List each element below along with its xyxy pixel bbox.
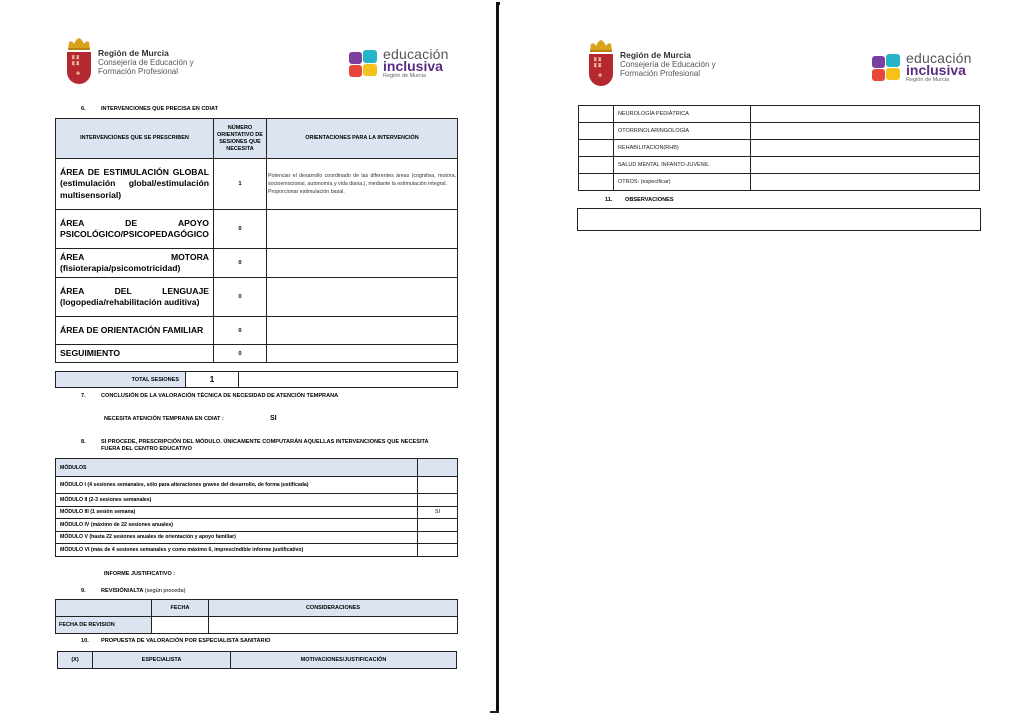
module-mark[interactable]: SI (418, 506, 458, 519)
specialist-name: NEUROLOGÍA PEDIÁTRICA (614, 106, 751, 123)
page-divider-foot (490, 711, 499, 713)
edu-logo-line1: educación (906, 50, 972, 66)
table-row (56, 544, 458, 557)
section-7-heading (81, 393, 338, 400)
intervention-area: SEGUIMIENTO (56, 345, 214, 363)
section-11-heading (605, 197, 674, 204)
cdiat-need-answer[interactable]: SI (270, 415, 277, 422)
module-mark[interactable] (418, 477, 458, 494)
region-murcia-logo (588, 40, 716, 88)
edu-logo-line3: Región de Murcia (906, 77, 950, 83)
informe-justificativo-label: INFORME JUSTIFICATIVO : (104, 571, 176, 577)
region-name: Región de Murcia (620, 49, 691, 60)
specialist-reason[interactable] (751, 140, 980, 157)
module-label: MÓDULO V (hasta 22 sesiones anuales de orientación y apoyo familiar) (56, 531, 418, 544)
table-row (56, 506, 458, 519)
session-count[interactable]: 0 (213, 345, 266, 363)
intervention-area: ÁREA DE ESTIMULACIÓN GLOBAL (estimulación global/estimulación multisensorial) (56, 159, 214, 210)
intervention-area: ÁREA DE ORIENTACIÓN FAMILIAR (56, 317, 214, 345)
table-row (56, 278, 458, 317)
col-header-motivaciones: MOTIVACIONES/JUSTIFICACIÓN (231, 652, 457, 669)
module-label: MÓDULO I (4 sesiones semanales, sólo para alteraciones graves del desarrollo, de forma justificada) (56, 477, 418, 494)
col-header-fecha: FECHA (152, 600, 209, 617)
orientation-cell[interactable] (266, 249, 457, 278)
total-sessions-value: 1 (186, 372, 239, 388)
specialist-mark[interactable] (579, 123, 614, 140)
modules-header-mark (418, 459, 458, 477)
table-row (579, 157, 980, 174)
edu-logo-line2: inclusiva (383, 58, 443, 74)
specialist-reason[interactable] (751, 174, 980, 191)
col-header-especialista: ESPECIALISTA (93, 652, 231, 669)
intervention-area: ÁREA MOTORA (fisioterapia/psicomotricidad) (56, 249, 214, 278)
table-row (579, 140, 980, 157)
edu-logo-line3: Región de Murcia (383, 73, 427, 79)
formacion-line: Formación Profesional (620, 68, 701, 78)
table-row (56, 519, 458, 532)
table-row (56, 477, 458, 494)
module-mark[interactable] (418, 494, 458, 507)
module-label: MÓDULO VI (más de 4 sesiones semanales y como máximo 6, imprescindible informe justificativo) (56, 544, 418, 557)
orientation-cell[interactable] (266, 317, 457, 345)
specialist-mark[interactable] (579, 106, 614, 123)
modules-table (55, 458, 458, 557)
section-title: OBSERVACIONES (625, 197, 674, 203)
revision-header-blank (56, 600, 152, 617)
section-subtitle: (según proceda) (144, 588, 186, 594)
specialist-reason[interactable] (751, 106, 980, 123)
region-murcia-logo (66, 38, 194, 86)
revision-date-label: FECHA DE REVISION (56, 617, 152, 634)
educacion-inclusiva-logo (349, 48, 449, 80)
table-row (56, 249, 458, 278)
module-mark[interactable] (418, 544, 458, 557)
observations-field[interactable] (578, 209, 981, 231)
observations-table (577, 208, 981, 231)
section-9-heading (81, 588, 185, 595)
coat-of-arms-icon: ♜♜ ♜♜ ✚ (588, 40, 614, 88)
module-label: MÓDULO III (1 sesión semana) (56, 506, 418, 519)
orientation-cell[interactable] (266, 210, 457, 249)
consejeria-line: Consejería de Educación y (98, 57, 194, 67)
session-count[interactable]: 0 (213, 317, 266, 345)
specialist-name: SALUD MENTAL INFANTO-JUVENIL (614, 157, 751, 174)
cdiat-need-label: NECESITA ATENCIÓN TEMPRANA EN CDIAT : (104, 416, 224, 422)
session-count[interactable]: 1 (213, 159, 266, 210)
formacion-line: Formación Profesional (98, 66, 179, 76)
col-header-consideraciones: CONSIDERACIONES (209, 600, 458, 617)
section-number: 6. (81, 106, 86, 112)
revision-date-field[interactable] (152, 617, 209, 634)
section-title: CONCLUSIÓN DE LA VALORACIÓN TÉCNICA DE NECESIDAD DE ATENCIÓN TEMPRANA (101, 393, 339, 399)
section-title: REVISIÓN/ALTA (101, 588, 144, 594)
orientation-cell[interactable] (266, 159, 457, 210)
document-page-left (0, 0, 497, 714)
specialist-mark[interactable] (579, 174, 614, 191)
specialist-mark[interactable] (579, 157, 614, 174)
section-10-heading (81, 638, 270, 645)
orientation-text: Potenciar el desarrollo coordinado de las diferentes áreas (cognitiva, motora, socioemocional, autonomía y vida diaria,), mediante la estimulación integral. (267, 173, 456, 187)
intervention-area: ÁREA DE APOYO PSICOLÓGICO/PSICOPEDAGÓGICO (56, 210, 214, 249)
section-number: 11. (605, 197, 613, 203)
table-row (56, 345, 458, 363)
total-sessions-notes (239, 372, 458, 388)
section-6-heading (81, 106, 218, 113)
module-label: MÓDULO IV (máximo de 22 sesiones anuales) (56, 519, 418, 532)
session-count[interactable]: 0 (213, 249, 266, 278)
coat-of-arms-icon: ♜♜ ♜♜ ✚ (66, 38, 92, 86)
table-row (579, 123, 980, 140)
puzzle-icon (349, 50, 379, 78)
specialist-mark[interactable] (579, 140, 614, 157)
specialist-name: REHABILITACION(RHB) (614, 140, 751, 157)
module-mark[interactable] (418, 531, 458, 544)
table-row (56, 210, 458, 249)
revision-table (55, 599, 458, 634)
col-header-orientations: ORIENTACIONES PARA LA INTERVENCIÓN (266, 119, 457, 159)
section-title: INTERVENCIONES QUE PRECISA EN CDIAT (101, 106, 219, 112)
col-header-interventions: INTERVENCIONES QUE SE PRESCRIBEN (56, 119, 214, 159)
table-row (579, 106, 980, 123)
session-count[interactable]: 0 (213, 278, 266, 317)
specialist-table-header (57, 651, 457, 669)
table-row (56, 617, 458, 634)
intervention-area: ÁREA DEL LENGUAJE (logopedia/rehabilitación auditiva) (56, 278, 214, 317)
col-header-mark: (X) (58, 652, 93, 669)
section-8-heading (81, 439, 429, 453)
section-number: 8. (81, 439, 86, 445)
section-number: 7. (81, 393, 86, 399)
table-row (56, 317, 458, 345)
module-label: MÓDULO II (2-3 sesiones semanales) (56, 494, 418, 507)
edu-logo-line1: educación (383, 46, 449, 62)
consejeria-line: Consejería de Educación y (620, 59, 716, 69)
module-mark[interactable] (418, 519, 458, 532)
specialist-name: OTORRINOLARINGOLOGÍA (614, 123, 751, 140)
section-title-line2: FUERA DEL CENTRO EDUCATIVO (101, 446, 192, 452)
section-title: PROPUESTA DE VALORACIÓN POR ESPECIALISTA SANITARIO (101, 638, 271, 644)
table-row (579, 174, 980, 191)
orientation-cell[interactable] (266, 278, 457, 317)
cdiat-need-question (104, 415, 277, 422)
col-header-sessions: NÚMERO ORIENTATIVO DE SESIONES QUE NECESITA (213, 119, 266, 159)
puzzle-icon (872, 54, 902, 82)
modules-header: MÓDULOS (56, 459, 418, 477)
edu-logo-line2: inclusiva (906, 62, 966, 78)
educacion-inclusiva-logo (872, 52, 972, 84)
section-number: 9. (81, 588, 86, 594)
specialist-reason[interactable] (751, 157, 980, 174)
page-divider (496, 2, 499, 712)
interventions-table (55, 118, 458, 363)
orientation-cell[interactable] (266, 345, 457, 363)
session-count[interactable]: 0 (213, 210, 266, 249)
total-sessions-label: TOTAL SESIONES (56, 372, 186, 388)
revision-considerations-field[interactable] (209, 617, 458, 634)
specialist-table (578, 105, 980, 191)
table-row (56, 531, 458, 544)
section-number: 10. (81, 638, 89, 644)
section-title: SI PROCEDE, PRESCRIPCIÓN DEL MÓDULO. ÚNICAMENTE COMPUTARÁN AQUELLAS INTERVENCIONES QUE NECESITA (101, 439, 429, 445)
table-row (56, 159, 458, 210)
table-row (56, 494, 458, 507)
orientation-text: Proporcionar estimulación basal. (267, 189, 345, 195)
specialist-name: OTROS: (especificar) (614, 174, 751, 191)
total-sessions-table (55, 371, 458, 388)
region-name: Región de Murcia (98, 47, 169, 58)
specialist-reason[interactable] (751, 123, 980, 140)
